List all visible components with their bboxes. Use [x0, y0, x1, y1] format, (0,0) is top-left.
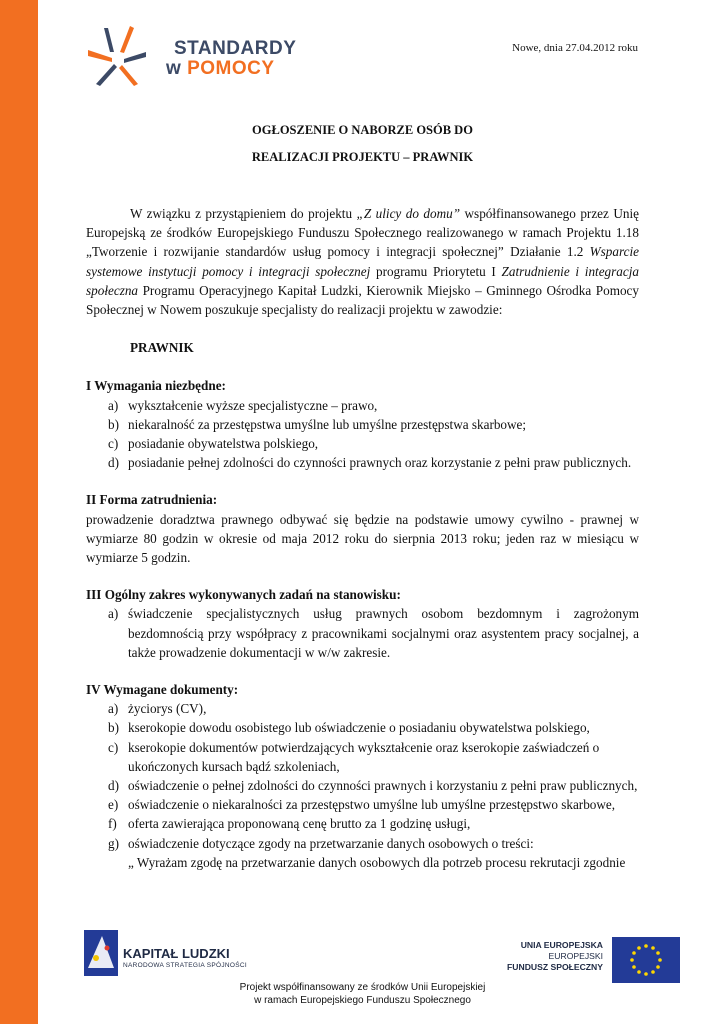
section-duties-title: III Ogólny zakres wykonywanych zadań na stanowisku:	[86, 587, 401, 603]
employment-text: prowadzenie doradztwa prawnego odbywać się będzie na podstawie umowy cywilno - prawnej w wymiarze 80 godzin w okresie od maja 2012 roku do sierpnia 2013 roku; jeden raz w miesiącu w wymiarze 5 godzin.	[86, 511, 639, 566]
list-item: g) oświadczenie dotyczące zgody na przetwarzanie danych osobowych o treści:	[108, 835, 534, 851]
list-item: d) posiadanie pełnej zdolności do czynności prawnych oraz korzystanie z pełni praw publicznych.	[108, 455, 632, 471]
documents-list	[86, 699, 639, 853]
cofunding-note-line1: Projekt współfinansowany ze środków Unii Europejskiej	[239, 982, 486, 993]
side-accent-bar	[0, 0, 38, 1024]
list-item: b) niekaralność za przestępstwa umyślne lub umyślne przestępstwa skarbowe;	[108, 416, 527, 432]
list-item: c) kserokopie dokumentów potwierdzających wykształcenie oraz kserokopie zaświadczeń o ukończonych kursach bądź szkoleniach,	[108, 739, 600, 774]
star-logo-icon	[88, 26, 146, 86]
list-item: a) życiorys (CV),	[108, 701, 207, 717]
list-item: e) oświadczenie o niekaralności za przestępstwo umyślne lub umyślne przestępstwo skarbowe,	[108, 797, 616, 813]
section-requirements-title: I Wymagania niezbędne:	[86, 378, 226, 394]
kapital-ludzki-subtitle: NARODOWA STRATEGIA SPÓJNOŚCI	[123, 962, 247, 969]
list-item: b) kserokopie dowodu osobistego lub oświadczenie o posiadaniu obywatelstwa polskiego,	[108, 720, 590, 736]
kapital-ludzki-title: KAPITAŁ LUDZKI	[123, 946, 230, 961]
section-documents-title: IV Wymagane dokumenty:	[86, 682, 239, 698]
cofunding-note-line2: w ramach Europejskiego Funduszu Społecznego	[254, 995, 471, 1006]
requirements-list	[86, 396, 639, 473]
list-item: d) oświadczenie o pełnej zdolności do czynności prawnych i korzystaniu z pełni praw publicznych,	[108, 778, 638, 794]
section-employment-title: II Forma zatrudnienia:	[86, 492, 218, 508]
logo-text-standardy: STANDARDY	[174, 38, 297, 59]
list-item: a) świadczenie specjalistycznych usług prawnych osobom bezdomnym i zagrożonym bezdomnością przy współpracy z pracownikami socjalnymi oraz asystentem pracy socjalnej, a także prowadzenie dokumentacji w w/w zakresie.	[108, 606, 639, 660]
duties-list	[86, 604, 639, 662]
eu-fund-label: UNIA EUROPEJSKA EUROPEJSKI FUNDUSZ SPOŁECZNY	[507, 940, 603, 972]
document-body	[86, 204, 639, 872]
document-date: Nowe, dnia 27.04.2012 roku	[512, 42, 638, 54]
position-heading: PRAWNIK	[130, 340, 194, 356]
list-item: a) wykształcenie wyższe specjalistyczne – prawo,	[108, 397, 378, 413]
logo-text-pomocy: POMOCY	[187, 58, 275, 79]
logo-text-w: w	[166, 58, 182, 79]
intro-paragraph: W związku z przystąpieniem do projektu „Z ulicy do domu” współfinansowanego przez Unię Europejską ze środków Europejskiego Funduszu Społecznego realizowanego w ramach Projektu 1.18 „Tworzenie i rozwijanie standardów usług pomocy i integracji społecznej” Działanie 1.2 Wsparcie systemowe instytucji pomocy i integracji społecznej programu Priorytetu I Zatrudnienie i integracja społeczna Programu Operacyjnego Kapitał Ludzki, Kierownik Miejsko – Gminnego Ośrodka Pomocy Społecznej w Nowem poszukuje specjalisty do realizacji projektu w zawodzie:	[86, 206, 639, 318]
logo-text-w-pomocy	[166, 58, 275, 80]
document-title-line1: OGŁOSZENIE O NABORZE OSÓB DO	[252, 123, 473, 137]
list-item: c) posiadanie obywatelstwa polskiego,	[108, 436, 319, 452]
document-title-line2: REALIZACJI PROJEKTU – PRAWNIK	[251, 150, 474, 164]
eu-flag-icon	[612, 937, 680, 983]
consent-quote: „ Wyrażam zgodę na przetwarzanie danych osobowych dla potrzeb procesu rekrutacji zgodnie	[128, 854, 626, 870]
list-item: f) oferta zawierająca proponowaną cenę brutto za 1 godzinę usługi,	[108, 816, 471, 832]
